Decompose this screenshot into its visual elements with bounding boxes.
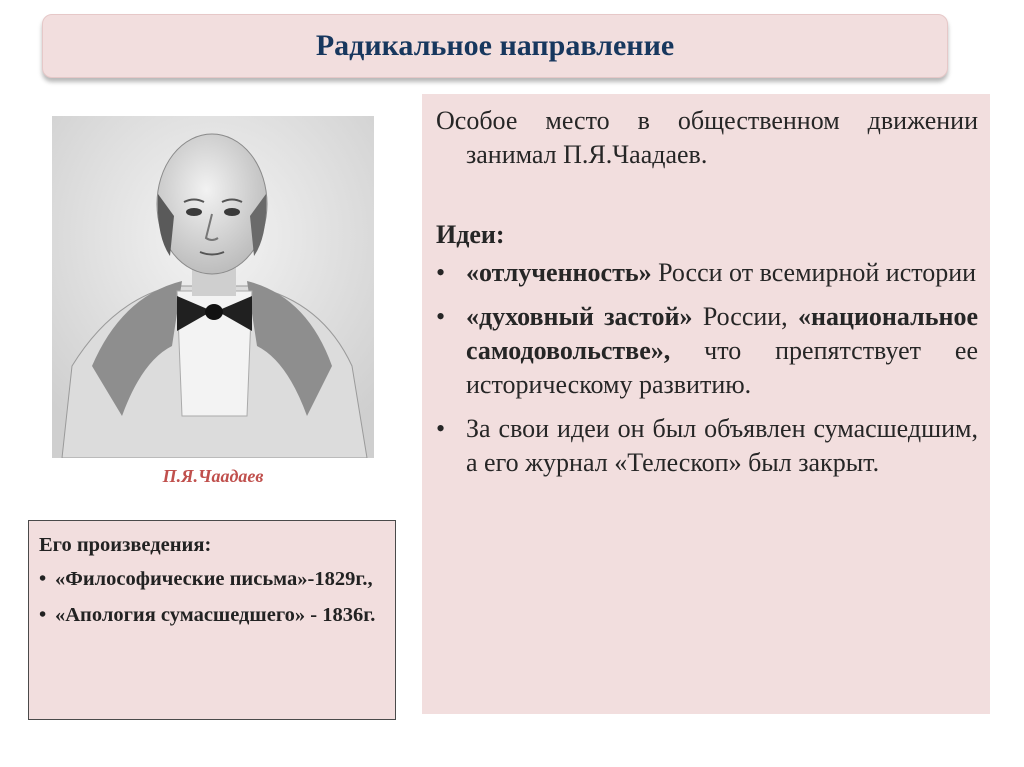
idea-bold: «отлученность» [466, 258, 652, 287]
idea-text: За свои идеи он был объявлен сумасшедшим, а его журнал «Телескоп» был закрыт. [466, 414, 978, 477]
main-text-box [422, 94, 990, 714]
idea-rest: Росси от всемирной истории [651, 258, 977, 287]
intro-paragraph: Особое место в общественном движении занимал П.Я.Чаадаев. [436, 106, 978, 169]
portrait-image [52, 116, 374, 458]
idea-bold: «духовный застой» [466, 302, 693, 331]
idea-text [466, 256, 978, 290]
idea-item [436, 412, 978, 480]
portrait-drawing [52, 116, 374, 458]
bullet: • [436, 414, 446, 443]
title-bar [42, 14, 948, 78]
works-item [39, 601, 381, 629]
works-heading: Его произведения: [39, 534, 212, 556]
bullet: • [39, 604, 47, 626]
works-item-text: «Апология сумасшедшего» - 1836г. [55, 604, 376, 626]
bullet: • [436, 302, 446, 331]
works-box [28, 520, 396, 720]
works-item [39, 565, 381, 593]
idea-item [436, 300, 978, 402]
bullet: • [39, 568, 47, 590]
idea-rest: что препятствует ее историческому развитию. [466, 336, 978, 399]
idea-item [436, 256, 978, 290]
idea-text [466, 300, 978, 402]
bullet: • [436, 258, 446, 287]
works-item-text: «Философические письма»-1829г., [55, 568, 373, 590]
idea-bold: «национальное самодовольстве», [466, 302, 978, 365]
ideas-heading: Идеи: [436, 220, 505, 249]
slide-title: Радикальное направление [315, 29, 675, 62]
portrait-caption: П.Я.Чаадаев [162, 466, 264, 486]
idea-rest: России, [692, 302, 798, 331]
